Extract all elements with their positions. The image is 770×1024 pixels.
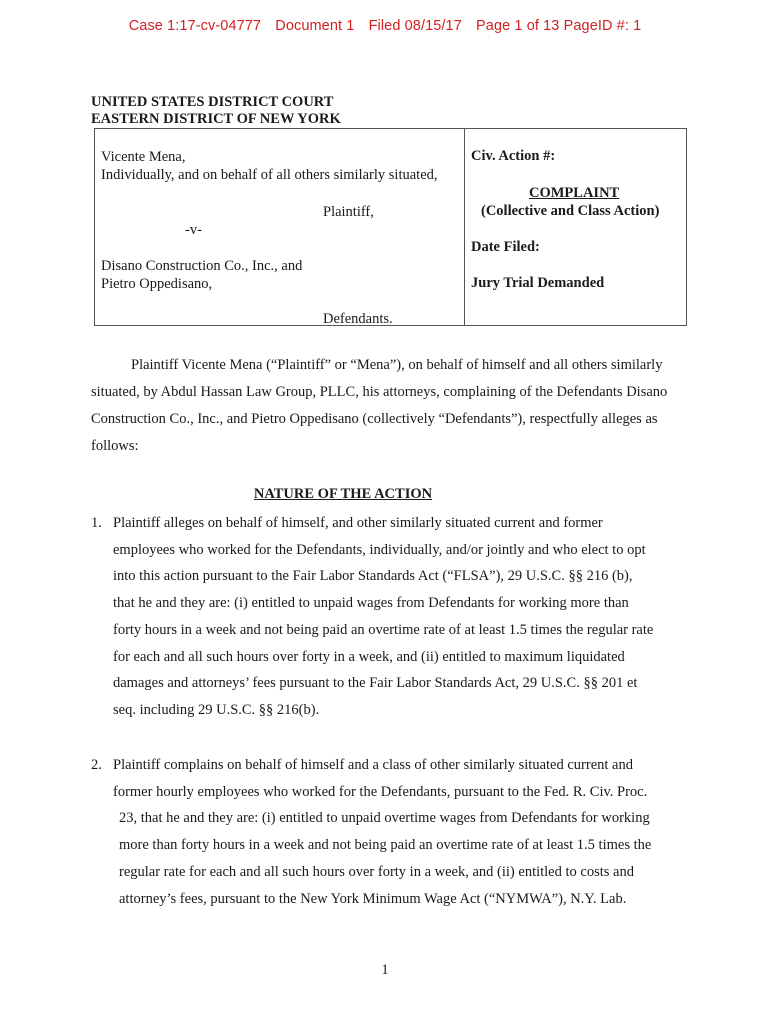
page-number: 1 <box>381 962 389 978</box>
paragraph-line: former hourly employees who worked for the Defendants, pursuant to the Fed. R. Civ. Proc. <box>113 783 648 800</box>
document-number: Document 1 <box>275 18 355 34</box>
plaintiff-label: Plaintiff, <box>323 204 374 220</box>
paragraph-number: 1. <box>91 515 102 531</box>
paragraph-line: attorney’s fees, pursuant to the New York Minimum Wage Act (“NYMWA”), N.Y. Lab. <box>119 890 627 907</box>
filed-date: Filed 08/15/17 <box>368 18 462 34</box>
paragraph-line: 23, that he and they are: (i) entitled to unpaid overtime wages from Defendants for working <box>119 810 650 827</box>
court-line-2: EASTERN DISTRICT OF NEW YORK <box>91 111 341 127</box>
civ-action: Civ. Action #: <box>471 148 556 164</box>
case-number: Case 1:17-cv-04777 <box>128 18 262 34</box>
caption-divider <box>464 129 465 325</box>
section-heading: NATURE OF THE ACTION <box>253 486 433 502</box>
paragraph-line: employees who worked for the Defendants, individually, and/or jointly and who elect to opt <box>113 541 646 558</box>
paragraph-line: Plaintiff complains on behalf of himself and a class of other similarly situated current and <box>113 757 633 773</box>
paragraph-line: damages and attorneys’ fees pursuant to the Fair Labor Standards Act, 29 U.S.C. §§ 201 et <box>113 675 638 692</box>
jury-demand: Jury Trial Demanded <box>471 275 605 291</box>
versus: -v- <box>185 222 202 238</box>
paragraph-line: seq. including 29 U.S.C. §§ 216(b). <box>113 701 320 718</box>
paragraph-number: 2. <box>91 757 102 773</box>
paragraph-line: into this action pursuant to the Fair Labor Standards Act (“FLSA”), 29 U.S.C. §§ 216 (b), <box>113 568 633 585</box>
ecf-header <box>0 18 770 34</box>
paragraph-line: forty hours in a week and not being paid an overtime rate of at least 1.5 times the regular rate <box>113 621 654 638</box>
complaint-type: (Collective and Class Action) <box>481 203 660 219</box>
case-caption-box <box>94 128 687 326</box>
date-filed: Date Filed: <box>471 239 540 255</box>
complaint-title: COMPLAINT <box>529 185 620 201</box>
defendants-label: Defendants. <box>323 311 393 327</box>
paragraph-line: more than forty hours in a week and not being paid an overtime rate of at least 1.5 times the <box>119 837 652 854</box>
defendant-2: Pietro Oppedisano, <box>101 276 213 292</box>
court-line-1: UNITED STATES DISTRICT COURT <box>91 94 334 110</box>
plaintiff-description: Individually, and on behalf of all others similarly situated, <box>101 167 438 183</box>
intro-paragraph: Plaintiff Vicente Mena (“Plaintiff” or “Mena”), on behalf of himself and all others similarly situated, by Abdul Hassan Law Group, PLLC, his attorneys, complaining of the Defendants Disano Construction Co., Inc., and Pietro Oppedisano (collectively “Defendants”), respectfully alleges as follows: <box>91 357 668 454</box>
paragraph-line: regular rate for each and all such hours over forty in a week, and (ii) entitled to costs and <box>119 863 634 880</box>
paragraph-line: that he and they are: (i) entitled to unpaid wages from Defendants for working more than <box>113 595 629 612</box>
plaintiff-name: Vicente Mena, <box>101 149 186 165</box>
defendant-1: Disano Construction Co., Inc., and <box>101 258 303 274</box>
paragraph-line: for each and all such hours over forty in a week, and (ii) entitled to maximum liquidated <box>113 648 625 665</box>
paragraph-line: Plaintiff alleges on behalf of himself, and other similarly situated current and former <box>113 515 603 531</box>
court-name <box>91 94 341 128</box>
page-id: Page 1 of 13 PageID #: 1 <box>476 18 642 34</box>
